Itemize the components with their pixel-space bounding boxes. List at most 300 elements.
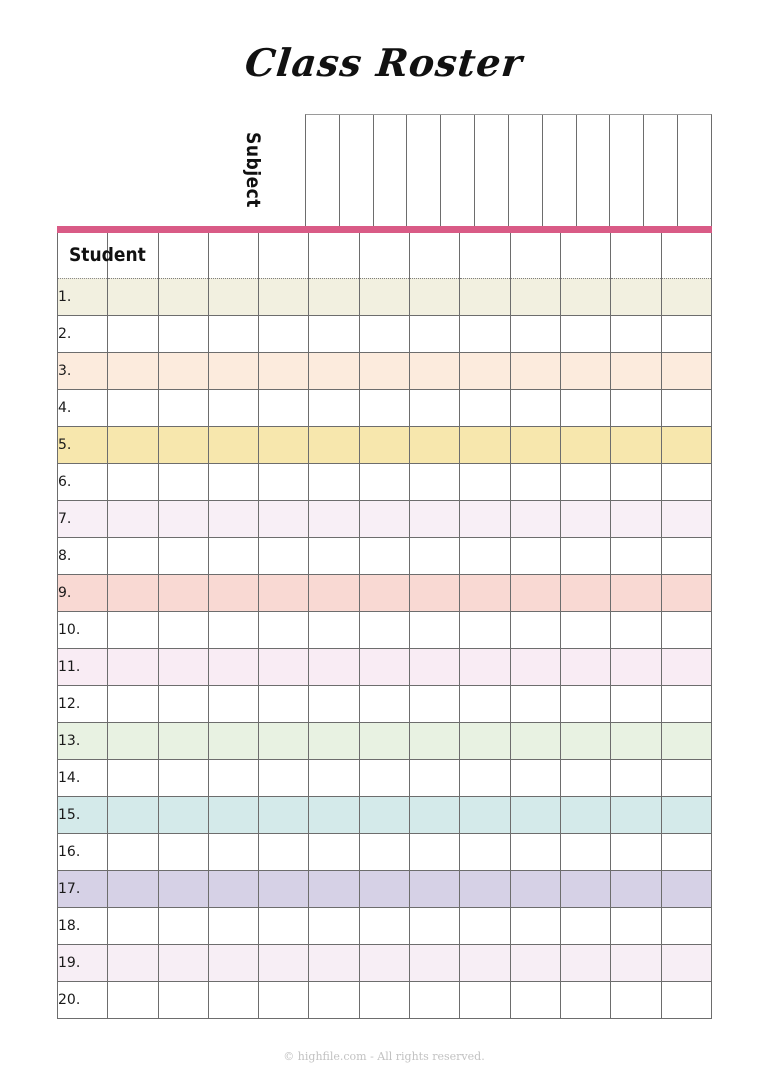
subject-entry-cell[interactable] (460, 870, 510, 907)
subject-entry-cell[interactable] (611, 759, 661, 796)
subject-entry-cell[interactable] (259, 611, 309, 648)
subject-entry-cell[interactable] (510, 500, 560, 537)
subject-entry-cell[interactable] (309, 759, 359, 796)
subject-entry-cell[interactable] (560, 611, 610, 648)
subject-entry-cell[interactable] (158, 685, 208, 722)
subject-entry-cell[interactable] (560, 500, 610, 537)
subject-header-cell[interactable] (475, 115, 509, 226)
subject-entry-cell[interactable] (309, 537, 359, 574)
subject-entry-cell[interactable] (108, 759, 158, 796)
subject-entry-cell[interactable] (108, 648, 158, 685)
subject-entry-cell[interactable] (359, 759, 409, 796)
subject-entry-cell[interactable] (661, 352, 711, 389)
subject-header-cell[interactable] (678, 115, 711, 226)
subject-header-entry-cell[interactable] (259, 233, 309, 278)
roster-sheet (57, 114, 712, 1019)
subject-entry-cell[interactable] (208, 278, 258, 315)
subject-entry-cell[interactable] (510, 611, 560, 648)
subject-entry-cell[interactable] (410, 907, 460, 944)
subject-entry-cell[interactable] (611, 796, 661, 833)
subject-entry-cell[interactable] (158, 463, 208, 500)
subject-entry-cell[interactable] (661, 796, 711, 833)
subject-entry-cell[interactable] (560, 537, 610, 574)
subject-entry-cell[interactable] (410, 500, 460, 537)
subject-entry-cell[interactable] (611, 722, 661, 759)
subject-entry-cell[interactable] (410, 315, 460, 352)
subject-entry-cell[interactable] (259, 759, 309, 796)
student-name-cell[interactable]: 4. (58, 389, 108, 426)
subject-entry-cell[interactable] (410, 722, 460, 759)
subject-entry-cell[interactable] (510, 759, 560, 796)
subject-entry-cell[interactable] (208, 722, 258, 759)
subject-entry-cell[interactable] (359, 796, 409, 833)
subject-entry-cell[interactable] (208, 648, 258, 685)
subject-entry-cell[interactable] (410, 796, 460, 833)
student-name-cell[interactable]: 14. (58, 759, 108, 796)
subject-entry-cell[interactable] (259, 500, 309, 537)
subject-entry-cell[interactable] (460, 426, 510, 463)
subject-entry-cell[interactable] (611, 611, 661, 648)
subject-entry-cell[interactable] (158, 278, 208, 315)
subject-header-entry-cell[interactable] (410, 233, 460, 278)
subject-entry-cell[interactable] (560, 426, 610, 463)
subject-entry-cell[interactable] (108, 537, 158, 574)
student-name-cell[interactable]: 19. (58, 944, 108, 981)
subject-entry-cell[interactable] (611, 315, 661, 352)
subject-entry-cell[interactable] (309, 611, 359, 648)
subject-entry-cell[interactable] (108, 352, 158, 389)
subject-entry-cell[interactable] (108, 426, 158, 463)
student-name-cell[interactable]: 12. (58, 685, 108, 722)
subject-entry-cell[interactable] (158, 722, 208, 759)
student-name-cell[interactable]: 1. (58, 278, 108, 315)
subject-entry-cell[interactable] (611, 685, 661, 722)
subject-entry-cell[interactable] (259, 315, 309, 352)
subject-entry-cell[interactable] (661, 278, 711, 315)
subject-entry-cell[interactable] (259, 685, 309, 722)
subject-entry-cell[interactable] (309, 426, 359, 463)
subject-entry-cell[interactable] (661, 463, 711, 500)
student-name-cell[interactable]: 13. (58, 722, 108, 759)
subject-entry-cell[interactable] (108, 389, 158, 426)
subject-entry-cell[interactable] (661, 500, 711, 537)
table-header-row (58, 233, 712, 278)
student-name-cell[interactable]: 17. (58, 870, 108, 907)
subject-entry-cell[interactable] (560, 759, 610, 796)
subject-entry-cell[interactable] (611, 907, 661, 944)
subject-entry-cell[interactable] (208, 944, 258, 981)
subject-entry-cell[interactable] (460, 907, 510, 944)
subject-entry-cell[interactable] (309, 907, 359, 944)
subject-entry-cell[interactable] (359, 648, 409, 685)
subject-entry-cell[interactable] (410, 278, 460, 315)
subject-entry-cell[interactable] (560, 907, 610, 944)
subject-entry-cell[interactable] (259, 352, 309, 389)
subject-entry-cell[interactable] (158, 648, 208, 685)
subject-entry-cell[interactable] (309, 278, 359, 315)
subject-entry-cell[interactable] (661, 685, 711, 722)
subject-entry-cell[interactable] (410, 463, 460, 500)
subject-entry-cell[interactable] (560, 648, 610, 685)
subject-entry-cell[interactable] (560, 315, 610, 352)
subject-entry-cell[interactable] (661, 537, 711, 574)
subject-entry-cell[interactable] (259, 389, 309, 426)
subject-header-cell[interactable] (577, 115, 611, 226)
subject-entry-cell[interactable] (309, 944, 359, 981)
subject-header-entry-cell[interactable] (661, 233, 711, 278)
table-row (58, 907, 712, 944)
subject-entry-cell[interactable] (661, 315, 711, 352)
subject-entry-cell[interactable] (611, 389, 661, 426)
subject-entry-cell[interactable] (259, 426, 309, 463)
subject-entry-cell[interactable] (309, 796, 359, 833)
subject-header-cell[interactable] (306, 115, 340, 226)
subject-entry-cell[interactable] (208, 574, 258, 611)
subject-entry-cell[interactable] (108, 870, 158, 907)
subject-entry-cell[interactable] (108, 685, 158, 722)
subject-entry-cell[interactable] (560, 722, 610, 759)
subject-entry-cell[interactable] (208, 685, 258, 722)
subject-entry-cell[interactable] (208, 537, 258, 574)
subject-entry-cell[interactable] (510, 278, 560, 315)
subject-entry-cell[interactable] (208, 426, 258, 463)
student-name-cell[interactable]: 3. (58, 352, 108, 389)
subject-entry-cell[interactable] (108, 722, 158, 759)
subject-entry-cell[interactable] (510, 537, 560, 574)
subject-entry-cell[interactable] (259, 648, 309, 685)
subject-header-block (57, 114, 712, 226)
accent-divider (57, 226, 712, 233)
subject-entry-cell[interactable] (158, 870, 208, 907)
subject-entry-cell[interactable] (560, 944, 610, 981)
subject-entry-cell[interactable] (259, 278, 309, 315)
subject-entry-cell[interactable] (460, 500, 510, 537)
subject-entry-cell[interactable] (661, 759, 711, 796)
subject-entry-cell[interactable] (259, 944, 309, 981)
subject-entry-cell[interactable] (510, 426, 560, 463)
subject-entry-cell[interactable] (460, 574, 510, 611)
subject-entry-cell[interactable] (661, 722, 711, 759)
subject-entry-cell[interactable] (309, 352, 359, 389)
subject-column-label: Subject (242, 132, 265, 208)
subject-entry-cell[interactable] (410, 981, 460, 1018)
subject-entry-cell[interactable] (560, 352, 610, 389)
subject-entry-cell[interactable] (611, 278, 661, 315)
subject-header-cell[interactable] (644, 115, 678, 226)
subject-entry-cell[interactable] (661, 648, 711, 685)
subject-entry-cell[interactable] (158, 796, 208, 833)
subject-entry-cell[interactable] (410, 611, 460, 648)
subject-entry-cell[interactable] (560, 796, 610, 833)
subject-entry-cell[interactable] (309, 981, 359, 1018)
subject-entry-cell[interactable] (410, 426, 460, 463)
subject-entry-cell[interactable] (309, 315, 359, 352)
table-row (58, 278, 712, 315)
subject-entry-cell[interactable] (208, 315, 258, 352)
table-row (58, 722, 712, 759)
subject-entry-cell[interactable] (108, 463, 158, 500)
student-name-cell[interactable]: 10. (58, 611, 108, 648)
subject-entry-cell[interactable] (510, 722, 560, 759)
subject-entry-cell[interactable] (410, 389, 460, 426)
subject-entry-cell[interactable] (611, 833, 661, 870)
student-name-cell[interactable]: 11. (58, 648, 108, 685)
subject-entry-cell[interactable] (510, 870, 560, 907)
subject-entry-cell[interactable] (359, 389, 409, 426)
subject-entry-cell[interactable] (460, 315, 510, 352)
student-name-cell[interactable]: 7. (58, 500, 108, 537)
subject-entry-cell[interactable] (108, 981, 158, 1018)
subject-entry-cell[interactable] (158, 907, 208, 944)
subject-entry-cell[interactable] (460, 944, 510, 981)
table-row (58, 796, 712, 833)
subject-entry-cell[interactable] (410, 833, 460, 870)
subject-entry-cell[interactable] (560, 574, 610, 611)
subject-header-cell[interactable] (509, 115, 543, 226)
subject-entry-cell[interactable] (158, 500, 208, 537)
subject-entry-cell[interactable] (208, 796, 258, 833)
subject-entry-cell[interactable] (108, 315, 158, 352)
subject-entry-cell[interactable] (359, 833, 409, 870)
subject-entry-cell[interactable] (560, 870, 610, 907)
subject-entry-cell[interactable] (259, 870, 309, 907)
subject-entry-cell[interactable] (611, 574, 661, 611)
subject-entry-cell[interactable] (359, 352, 409, 389)
subject-entry-cell[interactable] (108, 611, 158, 648)
subject-entry-cell[interactable] (661, 833, 711, 870)
subject-entry-cell[interactable] (510, 685, 560, 722)
student-name-cell[interactable]: 2. (58, 315, 108, 352)
page-title: Class Roster (242, 40, 526, 85)
subject-entry-cell[interactable] (208, 833, 258, 870)
table-row (58, 981, 712, 1018)
student-name-cell[interactable]: 18. (58, 907, 108, 944)
subject-entry-cell[interactable] (510, 352, 560, 389)
subject-entry-cell[interactable] (460, 463, 510, 500)
subject-header-cell[interactable] (543, 115, 577, 226)
subject-entry-cell[interactable] (259, 981, 309, 1018)
subject-entry-cell[interactable] (108, 833, 158, 870)
subject-entry-cell[interactable] (661, 426, 711, 463)
subject-entry-cell[interactable] (410, 870, 460, 907)
student-name-cell[interactable]: 16. (58, 833, 108, 870)
student-column-header (58, 233, 146, 278)
subject-entry-cell[interactable] (410, 574, 460, 611)
table-row (58, 611, 712, 648)
subject-header-cell[interactable] (340, 115, 374, 226)
subject-entry-cell[interactable] (410, 944, 460, 981)
subject-entry-cell[interactable] (158, 759, 208, 796)
subject-entry-cell[interactable] (158, 537, 208, 574)
subject-entry-cell[interactable] (359, 574, 409, 611)
subject-header-cell[interactable] (441, 115, 475, 226)
subject-entry-cell[interactable] (208, 389, 258, 426)
subject-entry-cell[interactable] (359, 463, 409, 500)
subject-header-cell[interactable] (407, 115, 441, 226)
subject-entry-cell[interactable] (359, 537, 409, 574)
subject-entry-cell[interactable] (158, 944, 208, 981)
subject-entry-cell[interactable] (259, 907, 309, 944)
subject-entry-cell[interactable] (208, 500, 258, 537)
subject-entry-cell[interactable] (560, 278, 610, 315)
subject-entry-cell[interactable] (259, 574, 309, 611)
subject-entry-cell[interactable] (460, 759, 510, 796)
subject-entry-cell[interactable] (661, 870, 711, 907)
subject-entry-cell[interactable] (560, 981, 610, 1018)
subject-entry-cell[interactable] (208, 870, 258, 907)
subject-entry-cell[interactable] (208, 352, 258, 389)
subject-entry-cell[interactable] (309, 833, 359, 870)
subject-entry-cell[interactable] (611, 426, 661, 463)
subject-entry-cell[interactable] (460, 389, 510, 426)
subject-entry-cell[interactable] (460, 648, 510, 685)
subject-entry-cell[interactable] (460, 981, 510, 1018)
subject-entry-cell[interactable] (611, 352, 661, 389)
subject-entry-cell[interactable] (460, 537, 510, 574)
subject-entry-cell[interactable] (510, 796, 560, 833)
subject-entry-cell[interactable] (108, 574, 158, 611)
subject-entry-cell[interactable] (661, 981, 711, 1018)
subject-entry-cell[interactable] (158, 426, 208, 463)
subject-entry-cell[interactable] (259, 463, 309, 500)
subject-entry-cell[interactable] (410, 537, 460, 574)
subject-entry-cell[interactable] (158, 833, 208, 870)
subject-entry-cell[interactable] (359, 611, 409, 648)
subject-entry-cell[interactable] (460, 796, 510, 833)
subject-entry-cell[interactable] (208, 981, 258, 1018)
subject-entry-cell[interactable] (460, 833, 510, 870)
subject-entry-cell[interactable] (661, 944, 711, 981)
subject-entry-cell[interactable] (460, 278, 510, 315)
subject-entry-cell[interactable] (309, 648, 359, 685)
subject-header-entry-cell[interactable] (560, 233, 610, 278)
subject-entry-cell[interactable] (208, 759, 258, 796)
table-row (58, 648, 712, 685)
subject-entry-cell[interactable] (611, 648, 661, 685)
subject-entry-cell[interactable] (309, 574, 359, 611)
subject-entry-cell[interactable] (359, 426, 409, 463)
subject-entry-cell[interactable] (510, 944, 560, 981)
subject-header-entry-cell[interactable] (611, 233, 661, 278)
subject-entry-cell[interactable] (410, 352, 460, 389)
subject-entry-cell[interactable] (208, 611, 258, 648)
subject-entry-cell[interactable] (259, 833, 309, 870)
subject-entry-cell[interactable] (359, 278, 409, 315)
subject-entry-cell[interactable] (510, 833, 560, 870)
subject-entry-cell[interactable] (661, 574, 711, 611)
subject-entry-cell[interactable] (611, 537, 661, 574)
subject-entry-cell[interactable] (410, 685, 460, 722)
subject-entry-cell[interactable] (309, 722, 359, 759)
subject-entry-cell[interactable] (510, 981, 560, 1018)
subject-entry-cell[interactable] (259, 796, 309, 833)
subject-entry-cell[interactable] (560, 389, 610, 426)
student-name-cell[interactable]: 8. (58, 537, 108, 574)
subject-entry-cell[interactable] (309, 463, 359, 500)
subject-entry-cell[interactable] (108, 907, 158, 944)
subject-entry-cell[interactable] (359, 944, 409, 981)
subject-entry-cell[interactable] (560, 685, 610, 722)
subject-entry-cell[interactable] (158, 352, 208, 389)
subject-entry-cell[interactable] (158, 574, 208, 611)
subject-entry-cell[interactable] (208, 907, 258, 944)
subject-entry-cell[interactable] (208, 463, 258, 500)
subject-entry-cell[interactable] (359, 500, 409, 537)
subject-entry-cell[interactable] (611, 944, 661, 981)
subject-entry-cell[interactable] (158, 981, 208, 1018)
student-name-cell[interactable]: 6. (58, 463, 108, 500)
subject-entry-cell[interactable] (108, 944, 158, 981)
subject-entry-cell[interactable] (309, 870, 359, 907)
subject-entry-cell[interactable] (309, 685, 359, 722)
subject-entry-cell[interactable] (309, 389, 359, 426)
subject-header-entry-cell[interactable] (309, 233, 359, 278)
subject-entry-cell[interactable] (108, 278, 158, 315)
subject-header-entry-cell[interactable] (158, 233, 208, 278)
subject-entry-cell[interactable] (661, 611, 711, 648)
subject-entry-cell[interactable] (510, 315, 560, 352)
subject-entry-cell[interactable] (410, 759, 460, 796)
subject-entry-cell[interactable] (158, 315, 208, 352)
subject-entry-cell[interactable] (611, 870, 661, 907)
subject-entry-cell[interactable] (259, 722, 309, 759)
subject-entry-cell[interactable] (309, 500, 359, 537)
student-name-cell[interactable]: 9. (58, 574, 108, 611)
subject-entry-cell[interactable] (510, 463, 560, 500)
student-name-cell[interactable]: 5. (58, 426, 108, 463)
subject-entry-cell[interactable] (158, 389, 208, 426)
subject-entry-cell[interactable] (359, 315, 409, 352)
table-row (58, 500, 712, 537)
subject-entry-cell[interactable] (510, 907, 560, 944)
subject-header-entry-cell[interactable] (359, 233, 409, 278)
subject-entry-cell[interactable] (460, 611, 510, 648)
subject-entry-cell[interactable] (661, 389, 711, 426)
subject-entry-cell[interactable] (359, 981, 409, 1018)
subject-header-entry-cell[interactable] (208, 233, 258, 278)
subject-entry-cell[interactable] (460, 722, 510, 759)
student-name-cell[interactable]: 20. (58, 981, 108, 1018)
table-row (58, 315, 712, 352)
subject-entry-cell[interactable] (560, 463, 610, 500)
subject-entry-cell[interactable] (460, 352, 510, 389)
subject-entry-cell[interactable] (460, 685, 510, 722)
subject-entry-cell[interactable] (611, 463, 661, 500)
subject-header-entry-cell[interactable] (460, 233, 510, 278)
subject-entry-cell[interactable] (510, 574, 560, 611)
subject-entry-cell[interactable] (259, 537, 309, 574)
subject-entry-cell[interactable] (359, 685, 409, 722)
subject-entry-cell[interactable] (560, 833, 610, 870)
subject-header-cell[interactable] (610, 115, 644, 226)
subject-entry-cell[interactable] (359, 870, 409, 907)
student-name-cell[interactable]: 15. (58, 796, 108, 833)
roster-table (57, 233, 712, 1019)
subject-entry-cell[interactable] (359, 722, 409, 759)
subject-header-cell[interactable] (374, 115, 408, 226)
subject-entry-cell[interactable] (108, 796, 158, 833)
subject-entry-cell[interactable] (410, 648, 460, 685)
subject-entry-cell[interactable] (510, 389, 560, 426)
subject-entry-cell[interactable] (661, 907, 711, 944)
subject-entry-cell[interactable] (158, 611, 208, 648)
subject-entry-cell[interactable] (611, 981, 661, 1018)
subject-entry-cell[interactable] (611, 500, 661, 537)
subject-entry-cell[interactable] (510, 648, 560, 685)
subject-entry-cell[interactable] (108, 500, 158, 537)
subject-header-entry-cell[interactable] (510, 233, 560, 278)
subject-entry-cell[interactable] (359, 907, 409, 944)
